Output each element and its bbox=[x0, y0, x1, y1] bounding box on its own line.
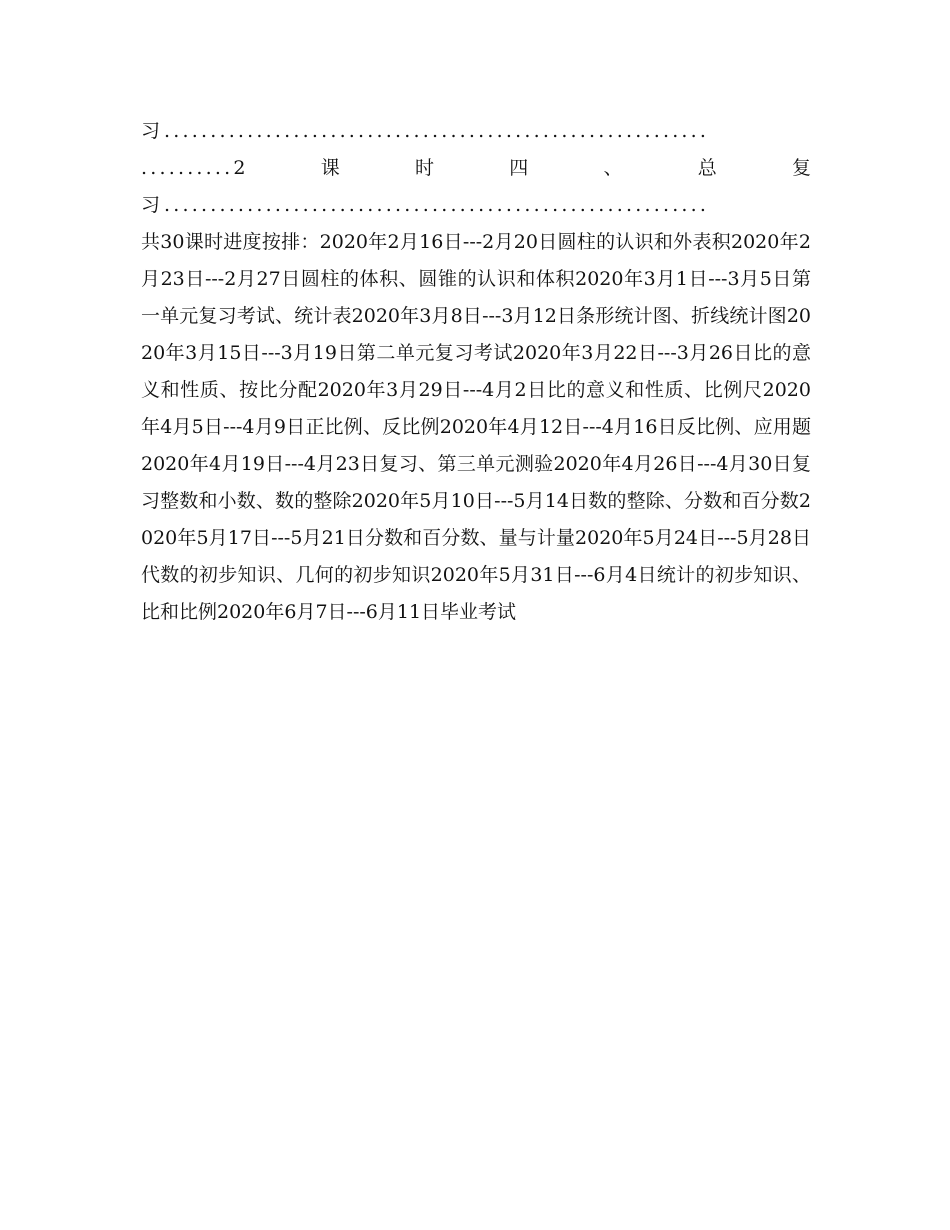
toc-line-1 bbox=[141, 113, 811, 150]
toc-line-2-word-2: 时 bbox=[414, 157, 434, 179]
toc-line-2-word-1: 课 bbox=[320, 157, 340, 179]
toc-line-2-page bbox=[141, 150, 246, 187]
toc-line-2-word-6: 复 bbox=[791, 157, 811, 179]
toc-line-2-word-4: 、 bbox=[603, 157, 623, 179]
toc-line-1-leader: ........................................................... bbox=[164, 120, 710, 142]
toc-line-1-char: 习 bbox=[141, 120, 161, 142]
toc-line-3-leader: ........................................................... bbox=[164, 194, 710, 216]
schedule-paragraph: 共30课时进度按排：2020年2月16日---2月20日圆柱的认识和外表积2020年2月23日---2月27日圆柱的体积、圆锥的认识和体积2020年3月1日---3月5日第一单元复习考试、统计表2020年3月8日---3月12日条形统计图、折线统计图2020年3月15日---3月19日第二单元复习考试2020年3月22日---3月26日比的意义和性质、按比分配2020年3月29日---4月2日比的意义和性质、比例尺2020年4月5日---4月9日正比例、反比例2020年4月12日---4月16日反比例、应用题2020年4月19日---4月23日复习、第三单元测验2020年4月26日---4月30日复习整数和小数、数的整除2020年5月10日---5月14日数的整除、分数和百分数2020年5月17日---5月21日分数和百分数、量与计量2020年5月24日---5月28日代数的初步知识、几何的初步知识2020年5月31日---6月4日统计的初步知识、比和比例2020年6月7日---6月11日毕业考试 bbox=[141, 231, 811, 623]
toc-line-2-page-number: 2 bbox=[233, 157, 246, 179]
toc-line-3 bbox=[141, 187, 811, 224]
document-content bbox=[141, 113, 811, 631]
toc-line-2 bbox=[141, 150, 811, 187]
toc-line-2-word-5: 总 bbox=[697, 157, 717, 179]
toc-line-2-word-3: 四 bbox=[509, 157, 529, 179]
toc-line-3-char: 习 bbox=[141, 194, 161, 216]
toc-line-2-leader: .......... bbox=[141, 157, 234, 179]
